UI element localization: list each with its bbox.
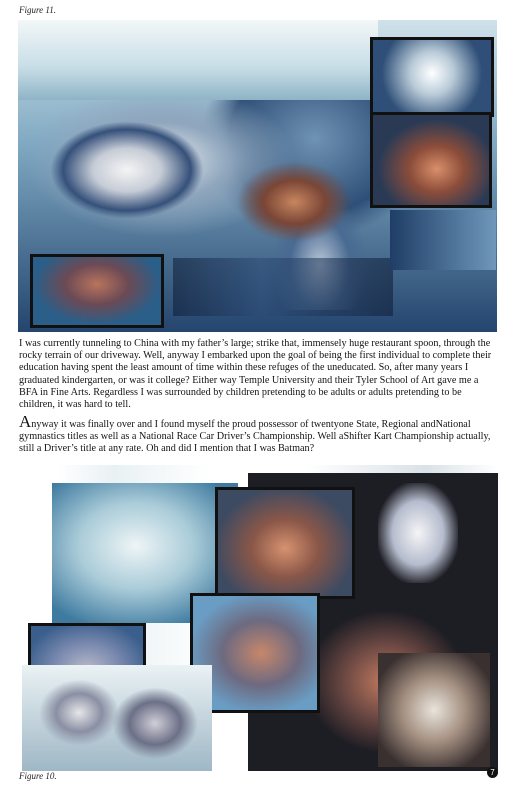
figure-11-illustration [18,20,497,332]
comic-panel-right-lower [390,210,496,270]
body-paragraph-2 [19,412,499,456]
comic-panel-top-center [215,487,355,599]
raised-hand [378,483,458,583]
figure-10-illustration [18,465,498,771]
drop-cap: A [19,412,32,431]
sky-background [18,20,378,100]
comic-panel-top-right [370,37,494,117]
robot-figures [22,665,212,771]
figure-11-caption: Figure 11. [19,5,56,15]
comic-panel-right-middle [370,112,492,208]
dark-strip [173,258,393,316]
body-paragraph-1: I was currently tunneling to China with my father’s large; strike that, immensely huge restaurant spoon, through the rocky terrain of our driveway. Well, anyway I embarked upon the goal of being the first individual to complete their education having spent the least amount of time within these refuges of the uneducated. So, after many years I graduated kindergarten, or was it college? Either way Temple University and their Tyler School of Art gave me a BFA in Fine Arts. Regardless I was surrounded by children pretending to be adults or adults pretending to be children, it was hard to tell. [19,338,492,411]
comic-panel-bottom-left [30,254,164,328]
figure-10-caption: Figure 10. [19,771,57,781]
page-number-badge: 7 [487,767,498,778]
skull-figure [42,110,212,230]
body-paragraph-2-text: nyway it was finally over and I found myself the proud possessor of twentyone State, Regional andNational gymnastics titles as well as a National Race Car Driver’s Championship. Well aShifter Kart Championship actually, still a Driver’s title at any rate. Oh and did I mention that I was Batman? [19,419,491,455]
armored-figure [378,653,490,767]
